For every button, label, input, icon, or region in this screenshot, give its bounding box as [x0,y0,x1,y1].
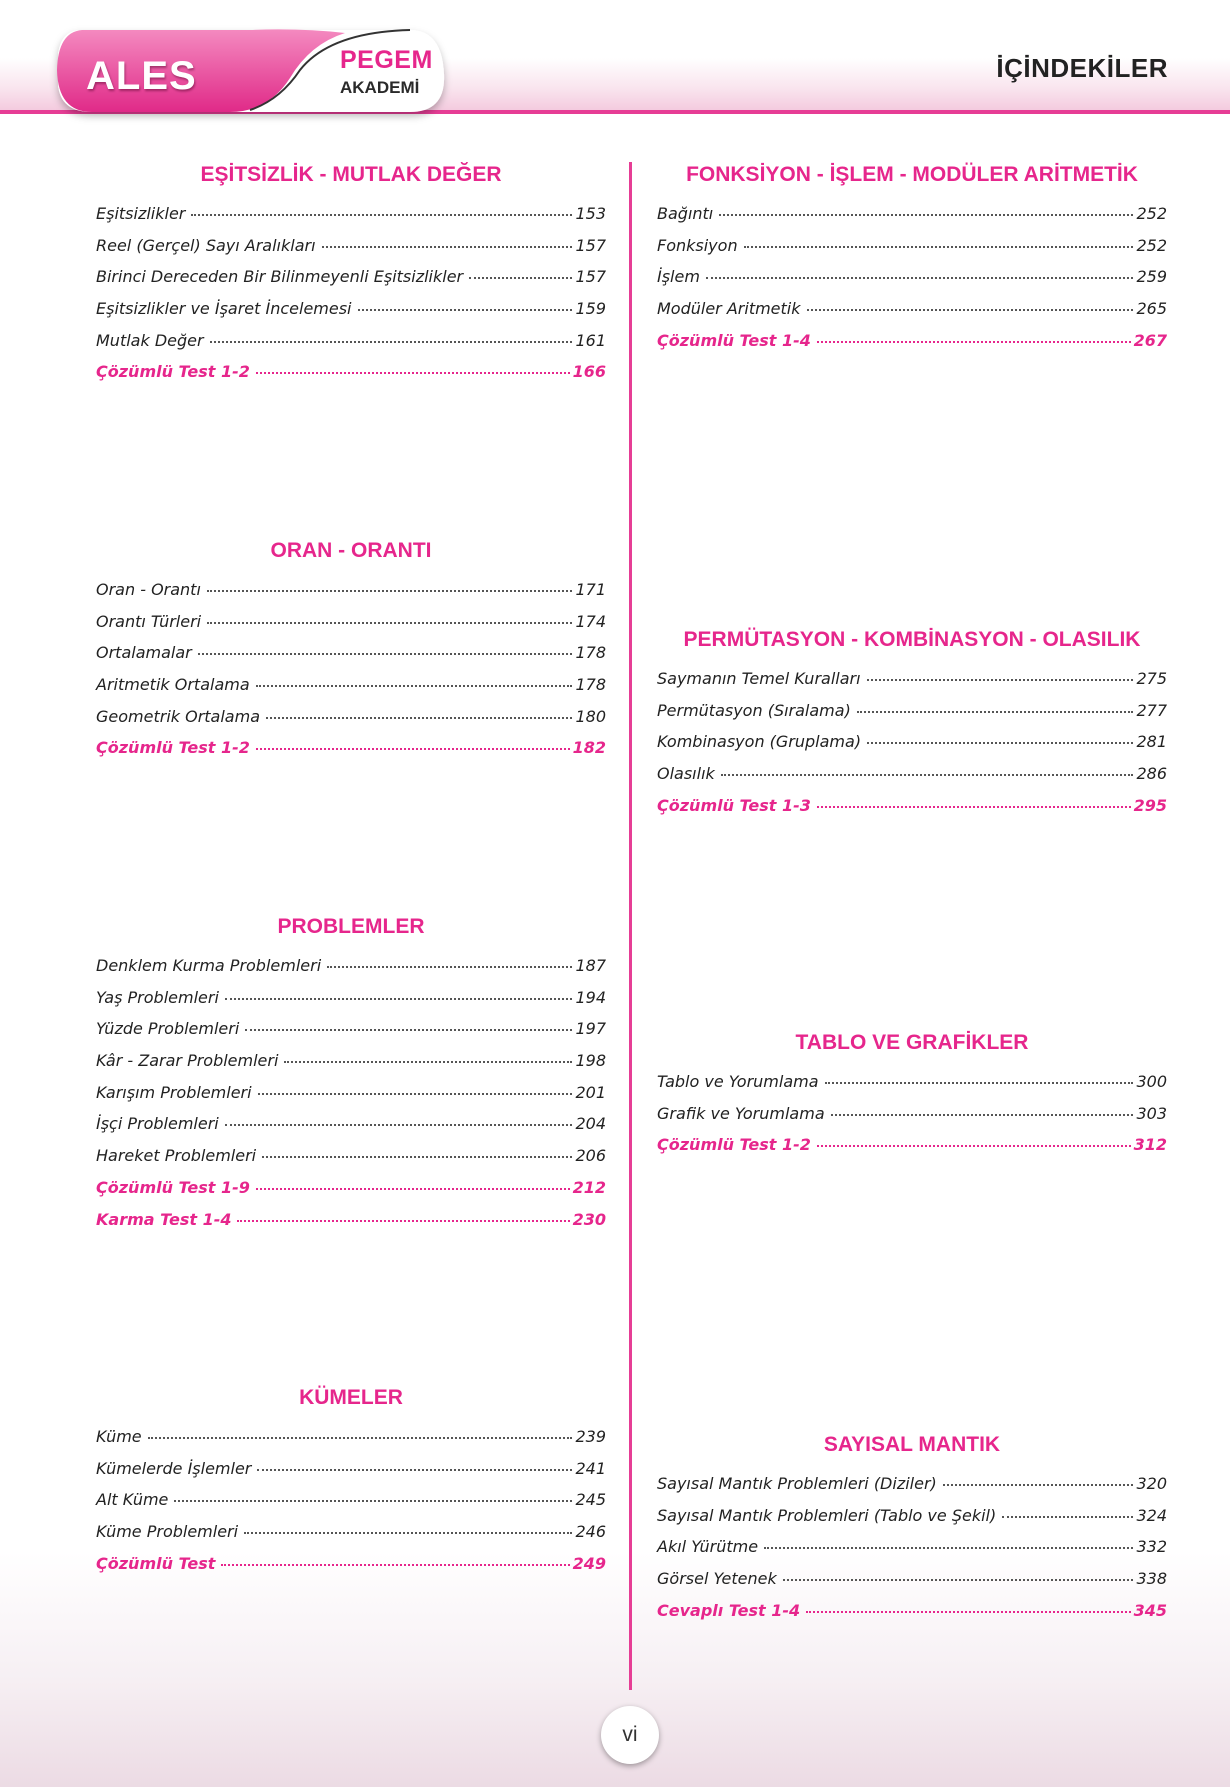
section-title: PERMÜTASYON - KOMBİNASYON - OLASILIK [683,628,1141,651]
toc-entry-label: Çözümlü Test 1-2 [96,362,250,382]
toc-entry[interactable] [96,738,606,770]
page-title: İÇİNDEKİLER [996,53,1168,83]
toc-section [657,158,1167,362]
dot-leader [867,679,1134,681]
dot-leader [244,1532,572,1534]
toc-entry[interactable] [657,331,1167,363]
page-header [0,0,1230,125]
toc-entry-page: 198 [575,1051,606,1071]
dot-leader [817,806,1131,808]
toc-entry[interactable] [96,1490,606,1522]
toc-entry-label: Bağıntı [657,204,714,223]
section-title: ORAN - ORANTI [270,539,432,562]
dot-leader [327,966,572,968]
toc-entry-label: Denklem Kurma Problemleri [96,956,322,975]
toc-entry-page: 312 [1133,1135,1167,1155]
toc-entry-label: Sayısal Mantık Problemleri (Diziler) [657,1474,937,1493]
toc-entry-label: İşçi Problemleri [96,1114,219,1134]
toc-entry[interactable] [657,1135,1167,1167]
toc-entry-page: 259 [1136,267,1167,287]
toc-entry-label: Yüzde Problemleri [96,1019,240,1039]
toc-entry-page: 187 [575,956,606,975]
toc-entry-label: Küme [96,1427,142,1446]
dot-leader [719,214,1133,216]
toc-entry-page: 178 [575,643,606,663]
dot-leader [358,309,573,311]
toc-entry[interactable] [96,1554,606,1586]
dot-leader [258,1093,573,1095]
toc-entry-label: Aritmetik Ortalama [96,675,250,695]
toc-section [96,1381,606,1585]
toc-section [96,910,606,1241]
toc-entry[interactable] [96,1210,606,1242]
toc-entry-page: 157 [575,235,606,255]
dot-leader [284,1061,572,1063]
dot-leader [721,774,1134,776]
toc-entry-page: 286 [1136,764,1167,784]
section-title: EŞİTSİZLİK - MUTLAK DEĞER [200,163,502,186]
section-title: TABLO VE GRAFİKLER [795,1031,1029,1054]
dot-leader [322,246,573,248]
toc-entry-page: 239 [575,1427,606,1446]
toc-entry-page: 295 [1133,795,1167,815]
toc-entry-page: 178 [575,675,606,695]
toc-entry-label: Küme Problemleri [96,1522,239,1542]
toc-entry[interactable] [657,1601,1167,1633]
toc-entry-page: 267 [1133,330,1167,350]
toc-entry-page: 275 [1136,669,1167,688]
toc-entry[interactable] [657,669,1167,701]
toc-entry-page: 252 [1136,235,1167,255]
toc-entry-page: 153 [575,204,606,223]
dot-leader [148,1437,573,1439]
toc-entry-label: Görsel Yetenek [657,1569,777,1589]
page-number: vi [601,1706,659,1764]
toc-entry-page: 332 [1136,1537,1167,1557]
toc-entry-label: İşlem [657,267,700,287]
toc-entry[interactable] [96,267,606,299]
toc-entry[interactable] [657,796,1167,828]
toc-entry[interactable] [96,236,606,268]
toc-entry-page: 171 [575,580,606,599]
toc-entry-page: 265 [1136,299,1167,319]
toc-section [96,158,606,394]
toc-entry-page: 345 [1133,1600,1167,1620]
dot-leader [256,372,570,374]
toc-entry[interactable] [96,1427,606,1459]
toc-entry-page: 157 [575,267,606,287]
dot-leader [469,277,572,279]
dot-leader [191,214,572,216]
toc-entry-page: 230 [572,1209,606,1229]
brand-subtitle: AKADEMİ [340,78,420,97]
section-title: SAYISAL MANTIK [823,1433,1001,1456]
toc-entry[interactable] [657,1506,1167,1538]
dot-leader [1002,1516,1133,1518]
toc-entry-page: 204 [575,1114,606,1134]
toc-entry[interactable] [657,1474,1167,1506]
toc-entry[interactable] [96,204,606,236]
toc-entry-label: Eşitsizlikler [96,204,186,223]
dot-leader [256,1188,570,1190]
toc-entry-label: Geometrik Ortalama [96,706,260,726]
toc-entry-page: 320 [1136,1474,1167,1493]
toc-entry-page: 212 [572,1177,606,1197]
dot-leader [706,277,1134,279]
toc-entry-label: Kombinasyon (Gruplama) [657,732,862,752]
dot-leader [817,341,1131,343]
toc-entry-page: 277 [1136,700,1167,720]
column-divider [629,162,632,1690]
toc-entry-label: Fonksiyon [657,235,738,255]
dot-leader [857,711,1134,713]
toc-entry-label: Modüler Aritmetik [657,299,801,319]
dot-leader [207,622,572,624]
toc-entry-label: Saymanın Temel Kuralları [657,669,861,688]
toc-entry-page: 166 [572,362,606,382]
toc-entry[interactable] [657,236,1167,268]
dot-leader [245,1029,572,1031]
toc-entry-label: Kâr - Zarar Problemleri [96,1051,279,1071]
toc-entry-page: 161 [575,330,606,350]
toc-entry[interactable] [96,1019,606,1051]
toc-entry-page: 303 [1136,1103,1167,1123]
toc-section [96,534,606,770]
toc-entry[interactable] [657,267,1167,299]
toc-section [657,623,1167,827]
toc-entry-label: Çözümlü Test 1-3 [657,795,811,815]
toc-entry-page: 194 [575,987,606,1007]
dot-leader [266,717,572,719]
dot-leader [221,1564,569,1566]
toc-entry-label: Çözümlü Test 1-4 [657,330,811,350]
toc-entry-label: Çözümlü Test [96,1553,216,1573]
toc-entry-page: 206 [575,1146,606,1166]
dot-leader [210,341,573,343]
toc-entry[interactable] [96,612,606,644]
toc-entry[interactable] [96,1114,606,1146]
dot-leader [943,1484,1134,1486]
dot-leader [237,1220,569,1222]
section-title: KÜMELER [299,1386,403,1409]
toc-section [657,1428,1167,1632]
toc-entry-label: Akıl Yürütme [657,1537,759,1557]
toc-entry[interactable] [657,204,1167,236]
dot-leader [806,1611,1130,1613]
brand-name: PEGEM [340,46,433,74]
dot-leader [257,1469,572,1471]
toc-entry-label: Reel (Gerçel) Sayı Aralıkları [96,235,316,255]
toc-entry-label: Ortalamalar [96,643,192,663]
toc-entry-page: 249 [572,1553,606,1573]
toc-entry-page: 324 [1136,1505,1167,1525]
toc-entry-page: 180 [575,706,606,726]
toc-entry[interactable] [657,299,1167,331]
dot-leader [764,1547,1133,1549]
toc-entry[interactable] [96,643,606,675]
toc-entry[interactable] [657,732,1167,764]
toc-entry[interactable] [96,707,606,739]
toc-entry-page: 252 [1136,204,1167,223]
toc-entry[interactable] [96,331,606,363]
toc-entry[interactable] [657,1104,1167,1136]
toc-entry[interactable] [96,956,606,988]
toc-entry-page: 300 [1136,1072,1167,1091]
toc-entry-label: Olasılık [657,764,715,784]
toc-entry-page: 246 [575,1522,606,1542]
toc-entry[interactable] [96,1459,606,1491]
toc-entry[interactable] [657,1569,1167,1601]
dot-leader [825,1082,1134,1084]
toc-entry-page: 182 [572,738,606,758]
toc-entry-label: Sayısal Mantık Problemleri (Tablo ve Şekil) [657,1505,997,1525]
toc-entry-page: 338 [1136,1569,1167,1589]
dot-leader [225,1124,573,1126]
dot-leader [256,748,570,750]
toc-entry[interactable] [657,764,1167,796]
toc-entry-page: 174 [575,611,606,631]
toc-section [657,1026,1167,1167]
dot-leader [783,1579,1134,1581]
section-title: FONKSİYON - İŞLEM - MODÜLER ARİTMETİK [686,163,1138,186]
logo [0,0,470,125]
toc-entry[interactable] [96,675,606,707]
toc-entry[interactable] [96,580,606,612]
dot-leader [867,742,1133,744]
toc-entry-page: 197 [575,1019,606,1039]
toc-entry-label: Kümelerde İşlemler [96,1458,252,1478]
toc-entry-label: Eşitsizlikler ve İşaret İncelemesi [96,299,352,319]
exam-logo-text: ALES [86,54,197,98]
toc-entry[interactable] [96,988,606,1020]
toc-entry[interactable] [657,1072,1167,1104]
dot-leader [262,1156,572,1158]
dot-leader [744,246,1134,248]
dot-leader [807,309,1134,311]
toc-entry-label: Tablo ve Yorumlama [657,1072,819,1091]
toc-entry-page: 281 [1136,732,1167,752]
toc-entry-label: Cevaplı Test 1-4 [657,1600,801,1620]
toc-entry[interactable] [96,1083,606,1115]
toc-entry[interactable] [657,701,1167,733]
toc-entry[interactable] [96,1146,606,1178]
dot-leader [198,653,573,655]
toc-entry-label: Grafik ve Yorumlama [657,1103,825,1123]
toc-entry-page: 245 [575,1490,606,1510]
toc-entry-label: Permütasyon (Sıralama) [657,700,851,720]
toc-entry[interactable] [96,1178,606,1210]
dot-leader [174,1500,572,1502]
toc-entry-label: Orantı Türleri [96,611,202,631]
dot-leader [207,590,573,592]
toc-entry-label: Mutlak Değer [96,330,204,350]
toc-entry-page: 241 [575,1458,606,1478]
toc-entry-label: Oran - Orantı [96,580,201,599]
toc-entry-label: Çözümlü Test 1-9 [96,1177,250,1197]
toc-entry-label: Çözümlü Test 1-2 [657,1135,811,1155]
dot-leader [225,998,573,1000]
dot-leader [831,1114,1134,1116]
toc-entry[interactable] [96,1051,606,1083]
toc-entry-label: Yaş Problemleri [96,987,219,1007]
toc-entry-label: Karışım Problemleri [96,1082,252,1102]
toc-entry-page: 201 [575,1082,606,1102]
toc-entry-label: Hareket Problemleri [96,1146,257,1166]
section-title: PROBLEMLER [277,915,425,938]
dot-leader [817,1145,1131,1147]
toc-entry[interactable] [657,1537,1167,1569]
toc-entry-label: Birinci Dereceden Bir Bilinmeyenli Eşitsizlikler [96,267,464,287]
toc-entry[interactable] [96,1522,606,1554]
toc-entry-label: Karma Test 1-4 [96,1209,232,1229]
toc-entry-label: Alt Küme [96,1490,169,1510]
toc-entry-label: Çözümlü Test 1-2 [96,738,250,758]
dot-leader [256,685,573,687]
toc-entry[interactable] [96,299,606,331]
toc-entry-page: 159 [575,299,606,319]
toc-entry[interactable] [96,362,606,394]
